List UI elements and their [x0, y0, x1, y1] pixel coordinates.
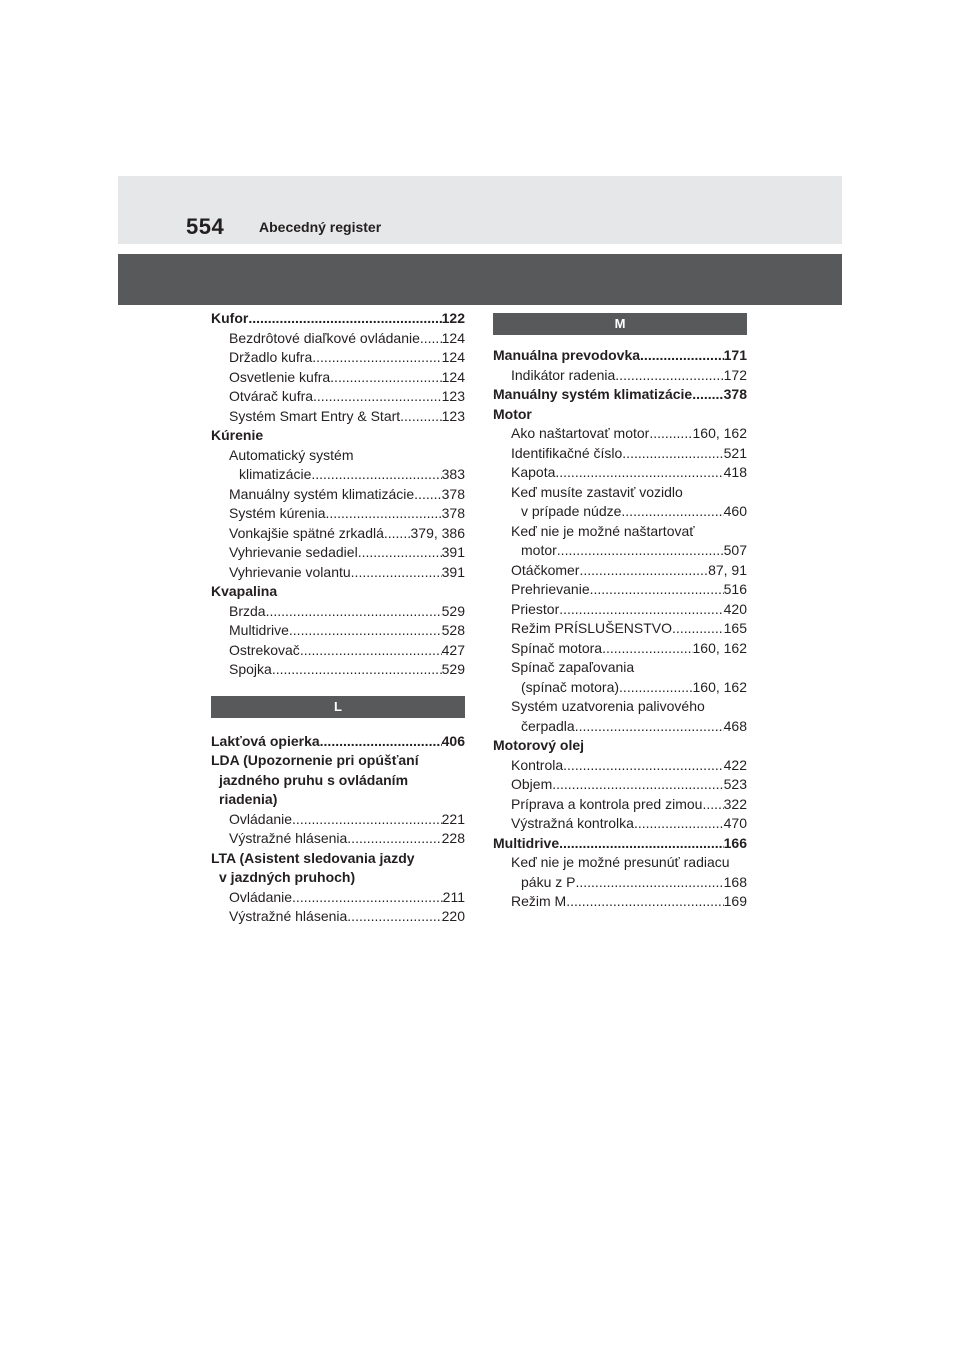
index-entry [493, 834, 747, 854]
page-number: 554 [186, 214, 225, 239]
entry-text: Multidrive [493, 834, 560, 851]
entry-page: 391 [441, 544, 465, 560]
entry-text: Kontrola [511, 756, 564, 773]
entry-page: 169 [723, 893, 747, 909]
entry-page: 124 [441, 329, 465, 346]
index-entry [211, 563, 465, 583]
dot-leader [672, 619, 724, 639]
entry-text: Príprava a kontrola pred zimou [511, 795, 703, 812]
entry-text: Režim M [511, 893, 567, 909]
index-entry [211, 524, 465, 544]
index-entry [493, 444, 747, 464]
entry-text: Otáčkomer [511, 561, 580, 578]
entry-text: Výstražné hlásenia [229, 908, 348, 924]
entry-text: Vyhrievanie sedadiel [229, 544, 358, 560]
entry-text: Motorový olej [493, 737, 585, 753]
index-group-m [493, 346, 747, 912]
entry-text: motor [521, 542, 557, 558]
entry-page: 228 [441, 830, 465, 846]
entry-page: 160, 162 [692, 678, 747, 695]
dot-leader [557, 541, 724, 561]
entry-text: Multidrive [229, 622, 289, 638]
entry-page: 160, 162 [692, 639, 747, 656]
entry-text: Objem [511, 776, 553, 792]
entry-text: klimatizácie [239, 466, 312, 482]
dot-leader [575, 717, 724, 737]
index-entry [211, 387, 465, 407]
entry-text: Spínač motora [511, 639, 603, 656]
dot-leader [634, 814, 724, 834]
index-entry [211, 732, 465, 752]
dot-leader [325, 504, 441, 524]
index-entry [493, 678, 747, 698]
dot-leader [559, 600, 723, 620]
index-entry [493, 600, 747, 620]
entry-text: Ovládanie [229, 888, 293, 905]
dot-leader [615, 366, 723, 386]
index-entry [211, 641, 465, 661]
index-entry [493, 756, 747, 776]
dot-leader [320, 732, 442, 752]
header-band [118, 176, 842, 244]
entry-page: 221 [441, 810, 465, 827]
dot-leader [289, 621, 442, 641]
index-group-l [211, 732, 465, 927]
entry-text: Spojka [229, 661, 272, 677]
entry-page: 391 [441, 563, 465, 580]
section-title: Abecedný register [259, 219, 382, 235]
entry-page: 383 [441, 466, 465, 482]
entry-text: Manuálna prevodovka [493, 347, 641, 363]
dot-leader [347, 907, 441, 927]
entry-text: Automatický systém [229, 446, 354, 463]
index-entry [211, 660, 465, 680]
index-entry [493, 541, 747, 561]
entry-text: Keď nie je možné presunúť radiacu [511, 854, 730, 870]
index-entry [493, 580, 747, 600]
entry-page: 470 [723, 815, 747, 831]
entry-text: Vyhrievanie volantu [229, 563, 351, 580]
index-entry [211, 368, 465, 388]
entry-page: 378 [723, 386, 747, 402]
entry-page: 523 [723, 776, 747, 792]
entry-text: jazdného pruhu s ovládaním [219, 771, 409, 788]
dot-leader [420, 329, 442, 349]
index-group-k [211, 309, 465, 680]
dot-leader [552, 775, 723, 795]
entry-text: Manuálny systém klimatizácie [229, 485, 415, 502]
index-entry [211, 407, 465, 427]
entry-text: Identifikačné číslo [511, 444, 623, 461]
dot-leader [347, 829, 441, 849]
index-entry [211, 465, 465, 485]
entry-text: Výstražné hlásenia [229, 830, 348, 846]
entry-page: 528 [441, 622, 465, 638]
entry-page: 124 [441, 368, 465, 385]
index-entry [493, 561, 747, 581]
index-entry [211, 829, 465, 849]
entry-page: 160, 162 [692, 425, 747, 441]
entry-text: LTA (Asistent sledovania jazdy [211, 849, 415, 866]
dot-leader [555, 463, 723, 483]
dot-leader [292, 888, 443, 908]
entry-text: Režim PRÍSLUŠENSTVO [511, 620, 673, 636]
dot-leader [311, 465, 441, 485]
entry-page: 422 [723, 756, 747, 773]
index-entry [493, 795, 747, 815]
dot-leader [351, 563, 442, 583]
index-entry [493, 717, 747, 737]
index-entry [211, 602, 465, 622]
index-entry [211, 868, 465, 888]
entry-text: Vonkajšie spätné zrkadlá [229, 524, 384, 541]
dot-leader [579, 561, 708, 581]
index-entry [211, 771, 465, 791]
entry-page: 529 [441, 602, 465, 619]
index-entry [211, 543, 465, 563]
index-entry [493, 619, 747, 639]
index-entry [211, 348, 465, 368]
entry-text: v jazdných pruhoch) [219, 869, 356, 885]
index-entry [211, 849, 465, 869]
entry-text: Výstražná kontrolka [511, 815, 634, 831]
index-entry [211, 621, 465, 641]
dot-leader [384, 524, 411, 544]
entry-text: Ovládanie [229, 810, 293, 827]
entry-text: Manuálny systém klimatizácie [493, 386, 693, 402]
index-entry [211, 504, 465, 524]
index-entry [211, 446, 465, 466]
index-column-right [493, 309, 747, 912]
entry-text: Kvapalina [211, 583, 278, 599]
entry-text: Systém Smart Entry & Start [229, 407, 401, 424]
entry-text: Ostrekovač [229, 641, 300, 658]
dot-leader [640, 346, 724, 366]
index-entry [493, 873, 747, 893]
index-entry [211, 907, 465, 927]
entry-page: 211 [442, 888, 465, 905]
dot-leader [400, 407, 441, 427]
entry-page: 172 [723, 366, 747, 383]
index-entry [493, 366, 747, 386]
index-entry [493, 853, 747, 873]
index-entry [493, 658, 747, 678]
entry-page: 418 [723, 464, 747, 480]
entry-page: 521 [723, 444, 747, 461]
index-entry [211, 485, 465, 505]
entry-text: riadenia) [219, 791, 278, 807]
dot-leader [272, 660, 442, 680]
entry-text: Motor [493, 405, 532, 422]
entry-page: 460 [723, 503, 747, 519]
index-entry [493, 736, 747, 756]
entry-text: Kufor [211, 310, 249, 326]
entry-page: 516 [723, 581, 747, 597]
dot-leader [563, 756, 723, 776]
entry-page: 168 [723, 873, 747, 890]
entry-text: Priestor [511, 600, 560, 617]
dot-leader [313, 387, 442, 407]
index-entry [211, 426, 465, 446]
entry-page: 507 [723, 542, 747, 558]
entry-page: 87, 91 [708, 561, 747, 578]
index-entry [493, 775, 747, 795]
entry-text: čerpadla [521, 717, 575, 734]
index-entry [493, 502, 747, 522]
dot-leader [621, 502, 723, 522]
dot-leader [622, 444, 723, 464]
index-entry [211, 582, 465, 602]
dot-leader [358, 543, 442, 563]
dot-leader [330, 368, 441, 388]
index-entry [493, 405, 747, 425]
entry-page: 378 [441, 485, 465, 502]
entry-page: 124 [441, 349, 465, 365]
entry-page: 166 [723, 834, 747, 851]
entry-text: (spínač motora) [521, 678, 620, 695]
index-entry [493, 483, 747, 503]
entry-page: 122 [441, 310, 465, 326]
entry-text: v prípade núdze [521, 503, 622, 519]
entry-text: Ako naštartovať motor [511, 425, 650, 441]
dot-leader [414, 485, 441, 505]
index-entry [211, 888, 465, 908]
dot-leader [692, 385, 723, 405]
dot-leader [566, 892, 723, 912]
dot-leader [266, 602, 442, 622]
index-entry [493, 892, 747, 912]
header-dark-band [118, 254, 842, 305]
entry-page: 123 [441, 407, 465, 424]
entry-page: 165 [723, 620, 747, 636]
entry-text: Kapota [511, 464, 556, 480]
dot-leader [619, 678, 692, 698]
entry-page: 378 [441, 505, 465, 521]
entry-text: Držadlo kufra [229, 349, 313, 365]
entry-text: Kúrenie [211, 427, 264, 443]
entry-text: Brzda [229, 602, 266, 619]
entry-page: 171 [723, 347, 747, 363]
entry-page: 379, 386 [410, 524, 465, 541]
entry-text: Systém uzatvorenia palivového [511, 698, 705, 714]
letter-divider-m: M [493, 313, 747, 335]
entry-text: Keď musíte zastaviť vozidlo [511, 483, 683, 500]
entry-page: 406 [441, 732, 465, 749]
letter-divider-l: L [211, 696, 465, 718]
dot-leader [575, 873, 723, 893]
index-entry [493, 814, 747, 834]
entry-page: 420 [723, 600, 747, 617]
entry-text: Lakťová opierka [211, 732, 320, 749]
index-entry [211, 751, 465, 771]
entry-text: Bezdrôtové diaľkové ovládanie [229, 329, 420, 346]
dot-leader [312, 348, 441, 368]
dot-leader [248, 309, 441, 329]
entry-text: Otvárač kufra [229, 388, 314, 404]
index-entry [211, 309, 465, 329]
dot-leader [300, 641, 442, 661]
entry-text: LDA (Upozornenie pri opúšťaní [211, 752, 419, 768]
entry-text: Systém kúrenia [229, 505, 326, 521]
index-column-left [211, 309, 465, 927]
entry-text: Indikátor radenia [511, 366, 616, 383]
dot-leader [590, 580, 724, 600]
dot-leader [292, 810, 442, 830]
entry-page: 529 [441, 661, 465, 677]
index-entry [493, 697, 747, 717]
dot-leader [649, 424, 692, 444]
entry-page: 427 [441, 641, 465, 658]
entry-text: Prehrievanie [511, 581, 590, 597]
index-entry [211, 790, 465, 810]
index-entry [493, 385, 747, 405]
index-entry [211, 810, 465, 830]
dot-leader [702, 795, 723, 815]
entry-page: 123 [441, 388, 465, 404]
index-entry [493, 463, 747, 483]
entry-page: 322 [723, 795, 747, 812]
dot-leader [559, 834, 724, 854]
entry-text: Osvetlenie kufra [229, 368, 331, 385]
entry-text: Keď nie je možné naštartovať [511, 522, 695, 539]
index-entry [493, 346, 747, 366]
index-entry [493, 424, 747, 444]
entry-page: 468 [723, 717, 747, 734]
entry-text: páku z P [521, 873, 576, 890]
index-entry [211, 329, 465, 349]
entry-text: Spínač zapaľovania [511, 659, 635, 675]
index-entry [493, 639, 747, 659]
dot-leader [602, 639, 692, 659]
index-entry [493, 522, 747, 542]
entry-page: 220 [441, 908, 465, 924]
